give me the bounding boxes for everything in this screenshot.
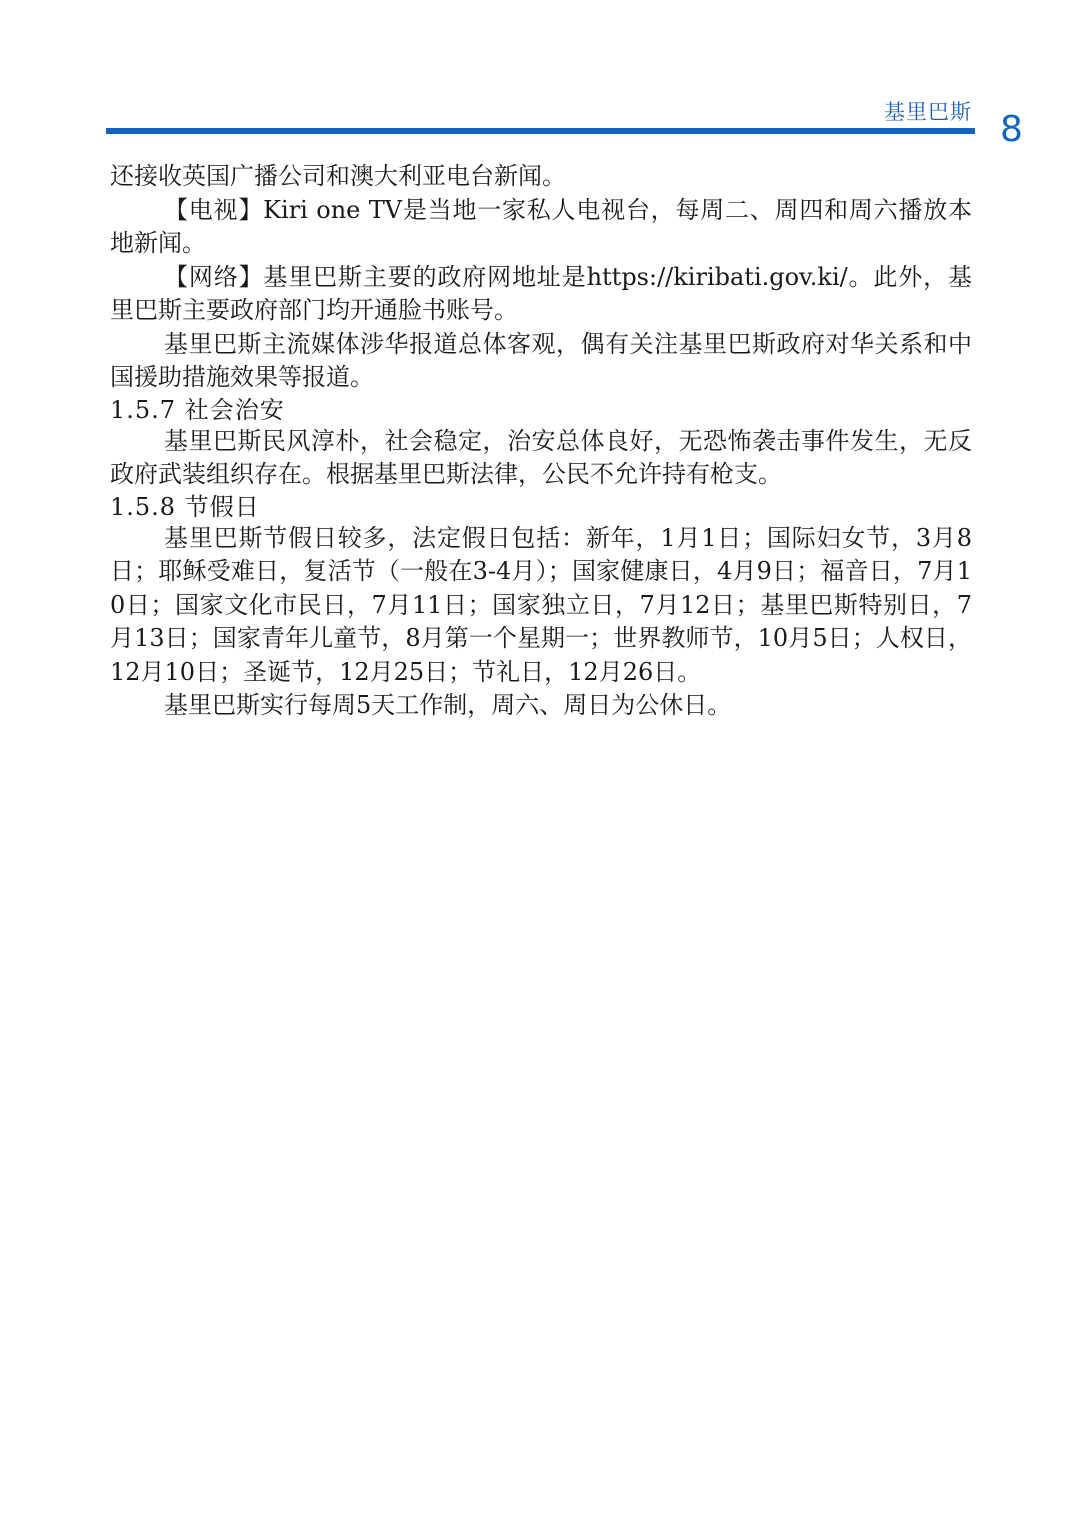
running-header-title: 基里巴斯 — [884, 100, 972, 124]
paragraph-radio-continued: 还接收英国广播公司和澳大利亚电台新闻。 — [110, 162, 566, 190]
paragraph-public-security: 基里巴斯民风淳朴，社会稳定，治安总体良好，无恐怖袭击事件发生，无反政府武装组织存在。根据基里巴斯法律，公民不允许持有枪支。 — [110, 426, 972, 488]
paragraph-china-coverage: 基里巴斯主流媒体涉华报道总体客观，偶有关注基里巴斯政府对华关系和中国援助措施效果等报道。 — [110, 329, 972, 391]
paragraph-internet: 【网络】基里巴斯主要的政府网地址是https://kiribati.gov.ki/。此外，基里巴斯主要政府部门均开通脸书账号。 — [110, 262, 972, 324]
page-body — [110, 160, 972, 723]
header-rule — [106, 128, 975, 134]
page-number: 8 — [1000, 109, 1023, 150]
section-heading-holidays: 1.5.8 节假日 — [110, 492, 260, 521]
paragraph-television: 【电视】Kiri one TV是当地一家私人电视台，每周二、周四和周六播放本地新闻。 — [110, 195, 972, 257]
section-heading-public-security: 1.5.7 社会治安 — [110, 395, 285, 424]
paragraph-holidays-list: 基里巴斯节假日较多，法定假日包括：新年，1月1日；国际妇女节，3月8日；耶稣受难日，复活节（一般在3-4月）；国家健康日，4月9日；福音日，7月10日；国家文化市民日，7月11日；国家独立日，7月12日；基里巴斯特别日，7月13日；国家青年儿童节，8月第一个星期一；世界教师节，10月5日；人权日，12月10日；圣诞节，12月25日；节礼日，12月26日。 — [110, 523, 972, 686]
paragraph-work-week: 基里巴斯实行每周5天工作制，周六、周日为公休日。 — [164, 691, 732, 719]
